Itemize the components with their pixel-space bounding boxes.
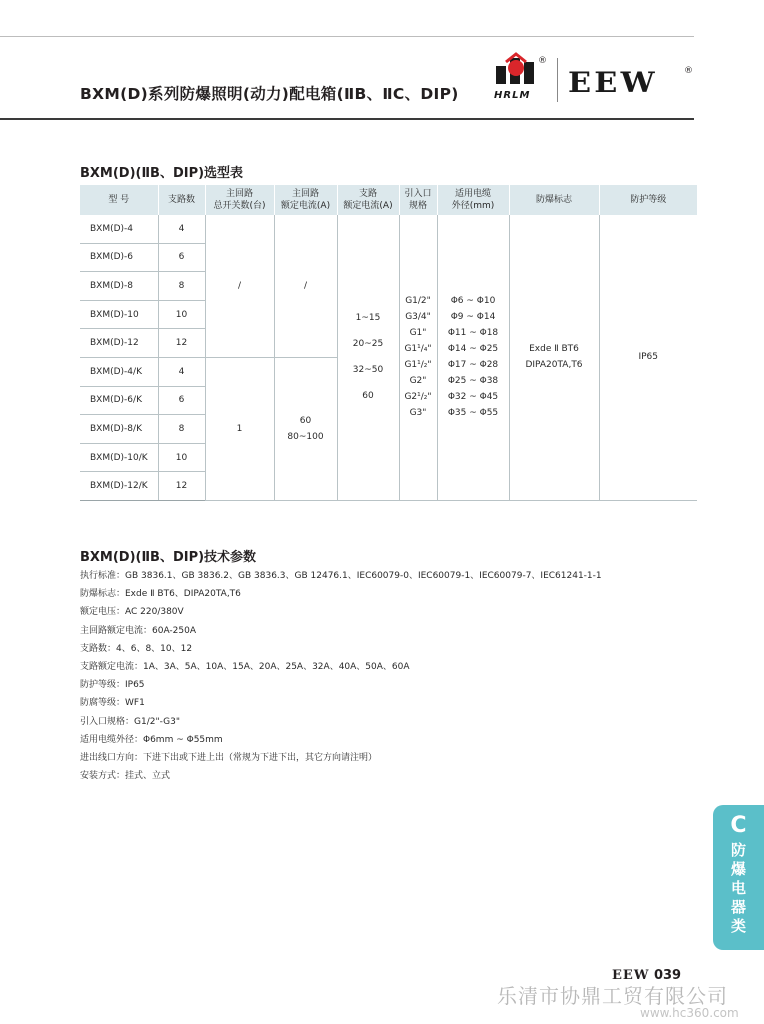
protection-cell: IP65 bbox=[599, 215, 697, 500]
top-rule bbox=[0, 36, 694, 37]
ex-mark-cell: Exde Ⅱ BT6 DIPA20TA,T6 bbox=[509, 215, 599, 500]
param-line: 额定电压：AC 220/380V bbox=[80, 607, 184, 618]
selection-table-title: BXM(D)(ⅡB、DIP)选型表 bbox=[80, 166, 244, 181]
eew-logo: EEW bbox=[568, 66, 658, 99]
branches-cell: 4 bbox=[158, 215, 205, 243]
model-cell: BXM(D)-6/K bbox=[80, 386, 158, 415]
footer-page: 039 bbox=[653, 968, 682, 983]
param-line: 引入口规格：G1/2"-G3" bbox=[80, 716, 181, 727]
hrlm-logo-text: HRLM bbox=[494, 90, 531, 101]
header-protection: 防护等级 bbox=[599, 185, 697, 215]
model-cell: BXM(D)-8/K bbox=[80, 415, 158, 444]
cable-cell: Φ6 ~ Φ10 Φ9 ~ Φ14 Φ11 ~ Φ18 Φ14 ~ Φ25 Φ17 ~ Φ28 Φ25 ~ Φ38 Φ32 ~ Φ45 Φ35 ~ Φ55 bbox=[437, 215, 509, 500]
model-cell: BXM(D)-12 bbox=[80, 329, 158, 358]
param-line: 防腐等级：WF1 bbox=[80, 698, 145, 709]
model-cell: BXM(D)-8 bbox=[80, 272, 158, 301]
param-line: 防护等级：IP65 bbox=[80, 680, 145, 691]
table-row bbox=[80, 215, 697, 243]
main-switch-cell: / bbox=[205, 215, 274, 357]
main-switch-cell: 1 bbox=[205, 357, 274, 500]
header-branch-current: 支路 额定电流(A) bbox=[337, 185, 399, 215]
section-tab-letter: C bbox=[730, 813, 747, 838]
logo-separator bbox=[557, 58, 558, 102]
header-ex-mark: 防爆标志 bbox=[509, 185, 599, 215]
header-cable: 适用电缆 外径(mm) bbox=[437, 185, 509, 215]
header-branches: 支路数 bbox=[158, 185, 205, 215]
tech-params-title: BXM(D)(ⅡB、DIP)技术参数 bbox=[80, 550, 257, 565]
section-tab bbox=[713, 805, 764, 950]
page-title: BXM(D)系列防爆照明(动力)配电箱(ⅡB、ⅡC、DIP) bbox=[80, 85, 459, 103]
header-rule bbox=[0, 118, 694, 120]
branches-cell: 10 bbox=[158, 443, 205, 472]
branches-cell: 8 bbox=[158, 415, 205, 444]
table-header-row bbox=[80, 185, 697, 215]
param-line: 适用电缆外径：Φ6mm ~ Φ55mm bbox=[80, 734, 223, 745]
branches-cell: 6 bbox=[158, 386, 205, 415]
tech-params-list bbox=[80, 567, 602, 785]
branches-cell: 6 bbox=[158, 243, 205, 272]
registered-mark-eew: ® bbox=[684, 66, 693, 76]
watermark-url: www.hc360.com bbox=[640, 1006, 739, 1020]
branches-cell: 8 bbox=[158, 272, 205, 301]
section-tab-label: 防爆电器类 bbox=[730, 841, 746, 935]
model-cell: BXM(D)-4/K bbox=[80, 357, 158, 386]
model-cell: BXM(D)-4 bbox=[80, 215, 158, 243]
model-cell: BXM(D)-12/K bbox=[80, 472, 158, 501]
param-line: 安装方式：挂式、立式 bbox=[80, 771, 171, 782]
param-line: 主回路额定电流：60A-250A bbox=[80, 625, 196, 636]
param-line: 防爆标志：Exde Ⅱ BT6、DIPA20TA,T6 bbox=[80, 589, 241, 600]
branches-cell: 12 bbox=[158, 472, 205, 501]
header-main-switch: 主回路 总开关数(台) bbox=[205, 185, 274, 215]
main-current-cell: / bbox=[274, 215, 337, 357]
watermark-company: 乐清市协鼎工贸有限公司 bbox=[497, 984, 728, 1008]
footer-brand: EEW bbox=[612, 968, 650, 983]
selection-table bbox=[80, 185, 697, 501]
header-inlet: 引入口 规格 bbox=[399, 185, 437, 215]
model-cell: BXM(D)-10/K bbox=[80, 443, 158, 472]
branches-cell: 12 bbox=[158, 329, 205, 358]
header-main-current: 主回路 额定电流(A) bbox=[274, 185, 337, 215]
registered-mark: ® bbox=[538, 56, 547, 66]
header-model: 型 号 bbox=[80, 185, 158, 215]
inlet-cell: G1/2" G3/4" G1" G1¹/₄" G1¹/₂" G2" G2¹/₂" G3" bbox=[399, 215, 437, 500]
branch-current-cell: 1~15 20~25 32~50 60 bbox=[337, 215, 399, 500]
model-cell: BXM(D)-10 bbox=[80, 300, 158, 329]
branches-cell: 10 bbox=[158, 300, 205, 329]
model-cell: BXM(D)-6 bbox=[80, 243, 158, 272]
param-line: 支路数：4、6、8、10、12 bbox=[80, 643, 193, 654]
param-line: 支路额定电流：1A、3A、5A、10A、15A、20A、25A、32A、40A、50A、60A bbox=[80, 662, 410, 673]
main-current-cell: 60 80~100 bbox=[274, 357, 337, 500]
branches-cell: 4 bbox=[158, 357, 205, 386]
param-line: 进出线口方向：下进下出或下进上出（常规为下进下出，其它方向请注明） bbox=[80, 753, 378, 764]
param-line: 执行标准：GB 3836.1、GB 3836.2、GB 3836.3、GB 12476.1、IEC60079-0、IEC60079-1、IEC60079-7、IEC61241-1-1 bbox=[80, 571, 602, 581]
